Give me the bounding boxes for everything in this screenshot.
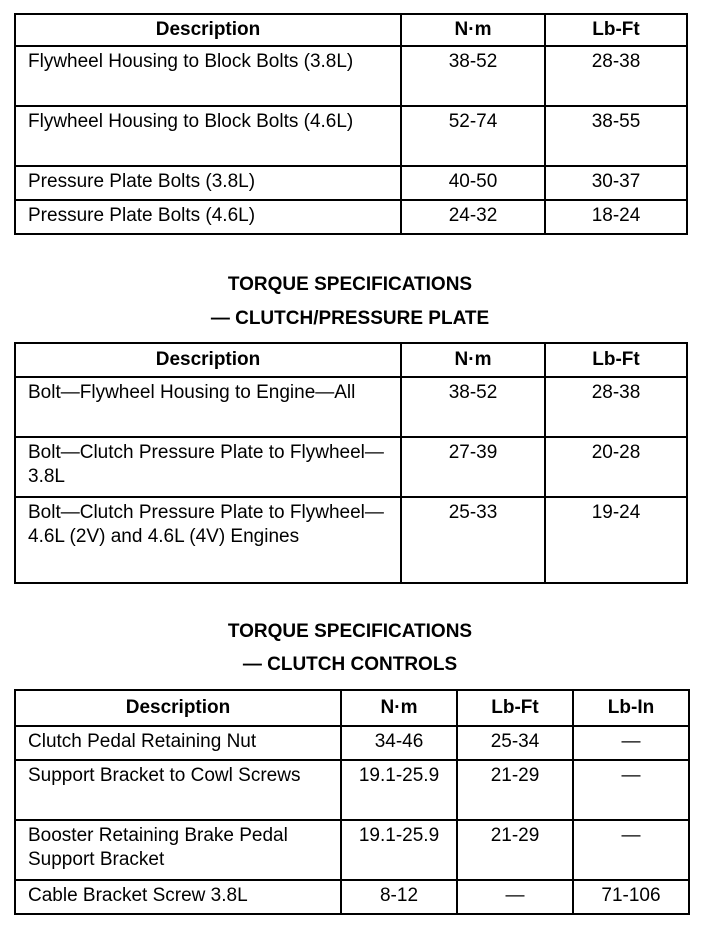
header-description: Description (15, 14, 401, 46)
row-lbin: — (573, 726, 689, 760)
torque-table-flywheel-housing (14, 13, 688, 235)
row-lbft: 38-55 (545, 106, 687, 166)
section-title-clutch-pressure-plate: TORQUE SPECIFICATIONS (227, 274, 473, 295)
row-description: Cable Bracket Screw 3.8L (15, 880, 341, 914)
table-header-row (15, 343, 687, 377)
row-description: Bolt—Flywheel Housing to Engine—All (15, 377, 401, 437)
row-nm: 27-39 (401, 437, 545, 497)
table-row (15, 820, 689, 880)
row-nm: 52-74 (401, 106, 545, 166)
row-description: Clutch Pedal Retaining Nut (15, 726, 341, 760)
row-lbft: 18-24 (545, 200, 687, 234)
row-description: Booster Retaining Brake Pedal Support Bracket (15, 820, 341, 880)
row-description: Bolt—Clutch Pressure Plate to Flywheel—4.6L (2V) and 4.6L (4V) Engines (15, 497, 401, 583)
section-title-clutch-controls: TORQUE SPECIFICATIONS (227, 621, 473, 642)
row-nm: 40-50 (401, 166, 545, 200)
table-row (15, 760, 689, 820)
table-header-row (15, 690, 689, 726)
row-lbin: — (573, 820, 689, 880)
row-lbft: 20-28 (545, 437, 687, 497)
header-nm: N·m (401, 343, 545, 377)
header-lbft: Lb-Ft (545, 343, 687, 377)
row-description: Flywheel Housing to Block Bolts (4.6L) (15, 106, 401, 166)
table-row (15, 200, 687, 234)
row-lbin: — (573, 760, 689, 820)
torque-table-clutch-controls (14, 689, 690, 915)
row-lbft: 21-29 (457, 820, 573, 880)
table-row (15, 46, 687, 106)
row-nm: 38-52 (401, 377, 545, 437)
row-description: Pressure Plate Bolts (3.8L) (15, 166, 401, 200)
section-subtitle-clutch-controls: — CLUTCH CONTROLS (242, 654, 458, 675)
row-nm: 38-52 (401, 46, 545, 106)
row-nm: 19.1-25.9 (341, 820, 457, 880)
row-lbft: 19-24 (545, 497, 687, 583)
table-row (15, 106, 687, 166)
row-nm: 25-33 (401, 497, 545, 583)
section-subtitle-clutch-pressure-plate: — CLUTCH/PRESSURE PLATE (210, 308, 490, 329)
header-lbin: Lb-In (573, 690, 689, 726)
row-lbft: 21-29 (457, 760, 573, 820)
row-description: Support Bracket to Cowl Screws (15, 760, 341, 820)
row-lbft: 28-38 (545, 46, 687, 106)
row-lbft: 28-38 (545, 377, 687, 437)
row-nm: 34-46 (341, 726, 457, 760)
table-row (15, 726, 689, 760)
header-description: Description (15, 343, 401, 377)
row-lbft: 25-34 (457, 726, 573, 760)
row-description: Bolt—Clutch Pressure Plate to Flywheel—3.8L (15, 437, 401, 497)
header-description: Description (15, 690, 341, 726)
table-row (15, 377, 687, 437)
table-row (15, 497, 687, 583)
table-header-row (15, 14, 687, 46)
table-row (15, 880, 689, 914)
row-nm: 8-12 (341, 880, 457, 914)
row-lbft: 30-37 (545, 166, 687, 200)
header-nm: N·m (341, 690, 457, 726)
header-lbft: Lb-Ft (545, 14, 687, 46)
row-description: Flywheel Housing to Block Bolts (3.8L) (15, 46, 401, 106)
header-lbft: Lb-Ft (457, 690, 573, 726)
row-nm: 19.1-25.9 (341, 760, 457, 820)
header-nm: N·m (401, 14, 545, 46)
table-row (15, 166, 687, 200)
table-row (15, 437, 687, 497)
row-nm: 24-32 (401, 200, 545, 234)
row-lbin: 71-106 (573, 880, 689, 914)
row-lbft: — (457, 880, 573, 914)
row-description: Pressure Plate Bolts (4.6L) (15, 200, 401, 234)
torque-table-clutch-pressure-plate (14, 342, 688, 584)
